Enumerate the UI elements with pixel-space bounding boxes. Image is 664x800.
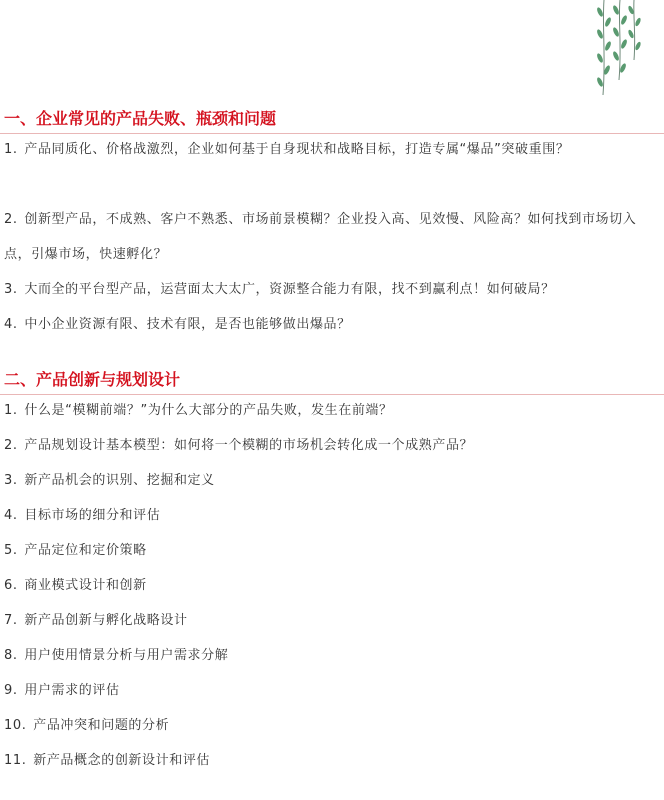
item-number: 1. [4, 403, 18, 418]
list-item [4, 743, 658, 778]
list-item [4, 307, 658, 342]
list-item [4, 132, 658, 167]
list-item [4, 568, 658, 603]
item-text: 产品同质化、价格战激烈，企业如何基于自身现状和战略目标，打造专属“爆品”突破重围？ [24, 142, 570, 157]
list-item [4, 272, 658, 307]
item-number: 4. [4, 317, 18, 332]
item-number: 5. [4, 543, 18, 558]
item-text: 目标市场的细分和评估 [24, 508, 161, 523]
list-item [4, 533, 658, 568]
item-number: 4. [4, 508, 18, 523]
hanging-willow-vine-icon [590, 0, 650, 100]
item-number: 9. [4, 683, 18, 698]
item-number: 7. [4, 613, 18, 628]
item-text: 什么是“模糊前端？”为什么大部分的产品失败，发生在前端？ [24, 403, 393, 418]
item-number: 6. [4, 578, 18, 593]
list-item [4, 603, 658, 638]
section-heading-1: 一、企业常见的产品失败、瓶颈和问题 [4, 109, 277, 128]
item-text: 产品规划设计基本模型：如何将一个模糊的市场机会转化成一个成熟产品？ [24, 438, 474, 453]
item-text: 产品定位和定价策略 [24, 543, 147, 558]
item-text: 商业模式设计和创新 [24, 578, 147, 593]
list-item [4, 463, 658, 498]
list-item [4, 202, 658, 272]
item-text: 新产品创新与孵化战略设计 [24, 613, 188, 628]
item-text: 产品冲突和问题的分析 [33, 718, 170, 733]
item-number: 3. [4, 473, 18, 488]
item-number: 10. [4, 718, 27, 733]
list-item [4, 708, 658, 743]
list-item [4, 393, 658, 428]
item-text: 创新型产品，不成熟、客户不熟悉、市场前景模糊？企业投入高、见效慢、风险高？如何找到市场切入点，引爆市场，快速孵化？ [4, 212, 637, 262]
item-text: 新产品机会的识别、挖掘和定义 [24, 473, 215, 488]
list-item [4, 673, 658, 708]
item-text: 新产品概念的创新设计和评估 [33, 753, 211, 768]
list-item [4, 638, 658, 673]
item-number: 3. [4, 282, 18, 297]
item-text: 中小企业资源有限、技术有限，是否也能够做出爆品？ [24, 317, 351, 332]
item-number: 2. [4, 212, 18, 227]
item-number: 1. [4, 142, 18, 157]
item-number: 11. [4, 753, 27, 768]
list-item [4, 428, 658, 463]
item-number: 8. [4, 648, 18, 663]
item-text: 用户使用情景分析与用户需求分解 [24, 648, 229, 663]
item-text: 大而全的平台型产品，运营面太大太广，资源整合能力有限，找不到赢利点！如何破局？ [24, 282, 555, 297]
section-heading-2: 二、产品创新与规划设计 [4, 370, 181, 389]
item-text: 用户需求的评估 [24, 683, 120, 698]
item-number: 2. [4, 438, 18, 453]
list-item [4, 498, 658, 533]
